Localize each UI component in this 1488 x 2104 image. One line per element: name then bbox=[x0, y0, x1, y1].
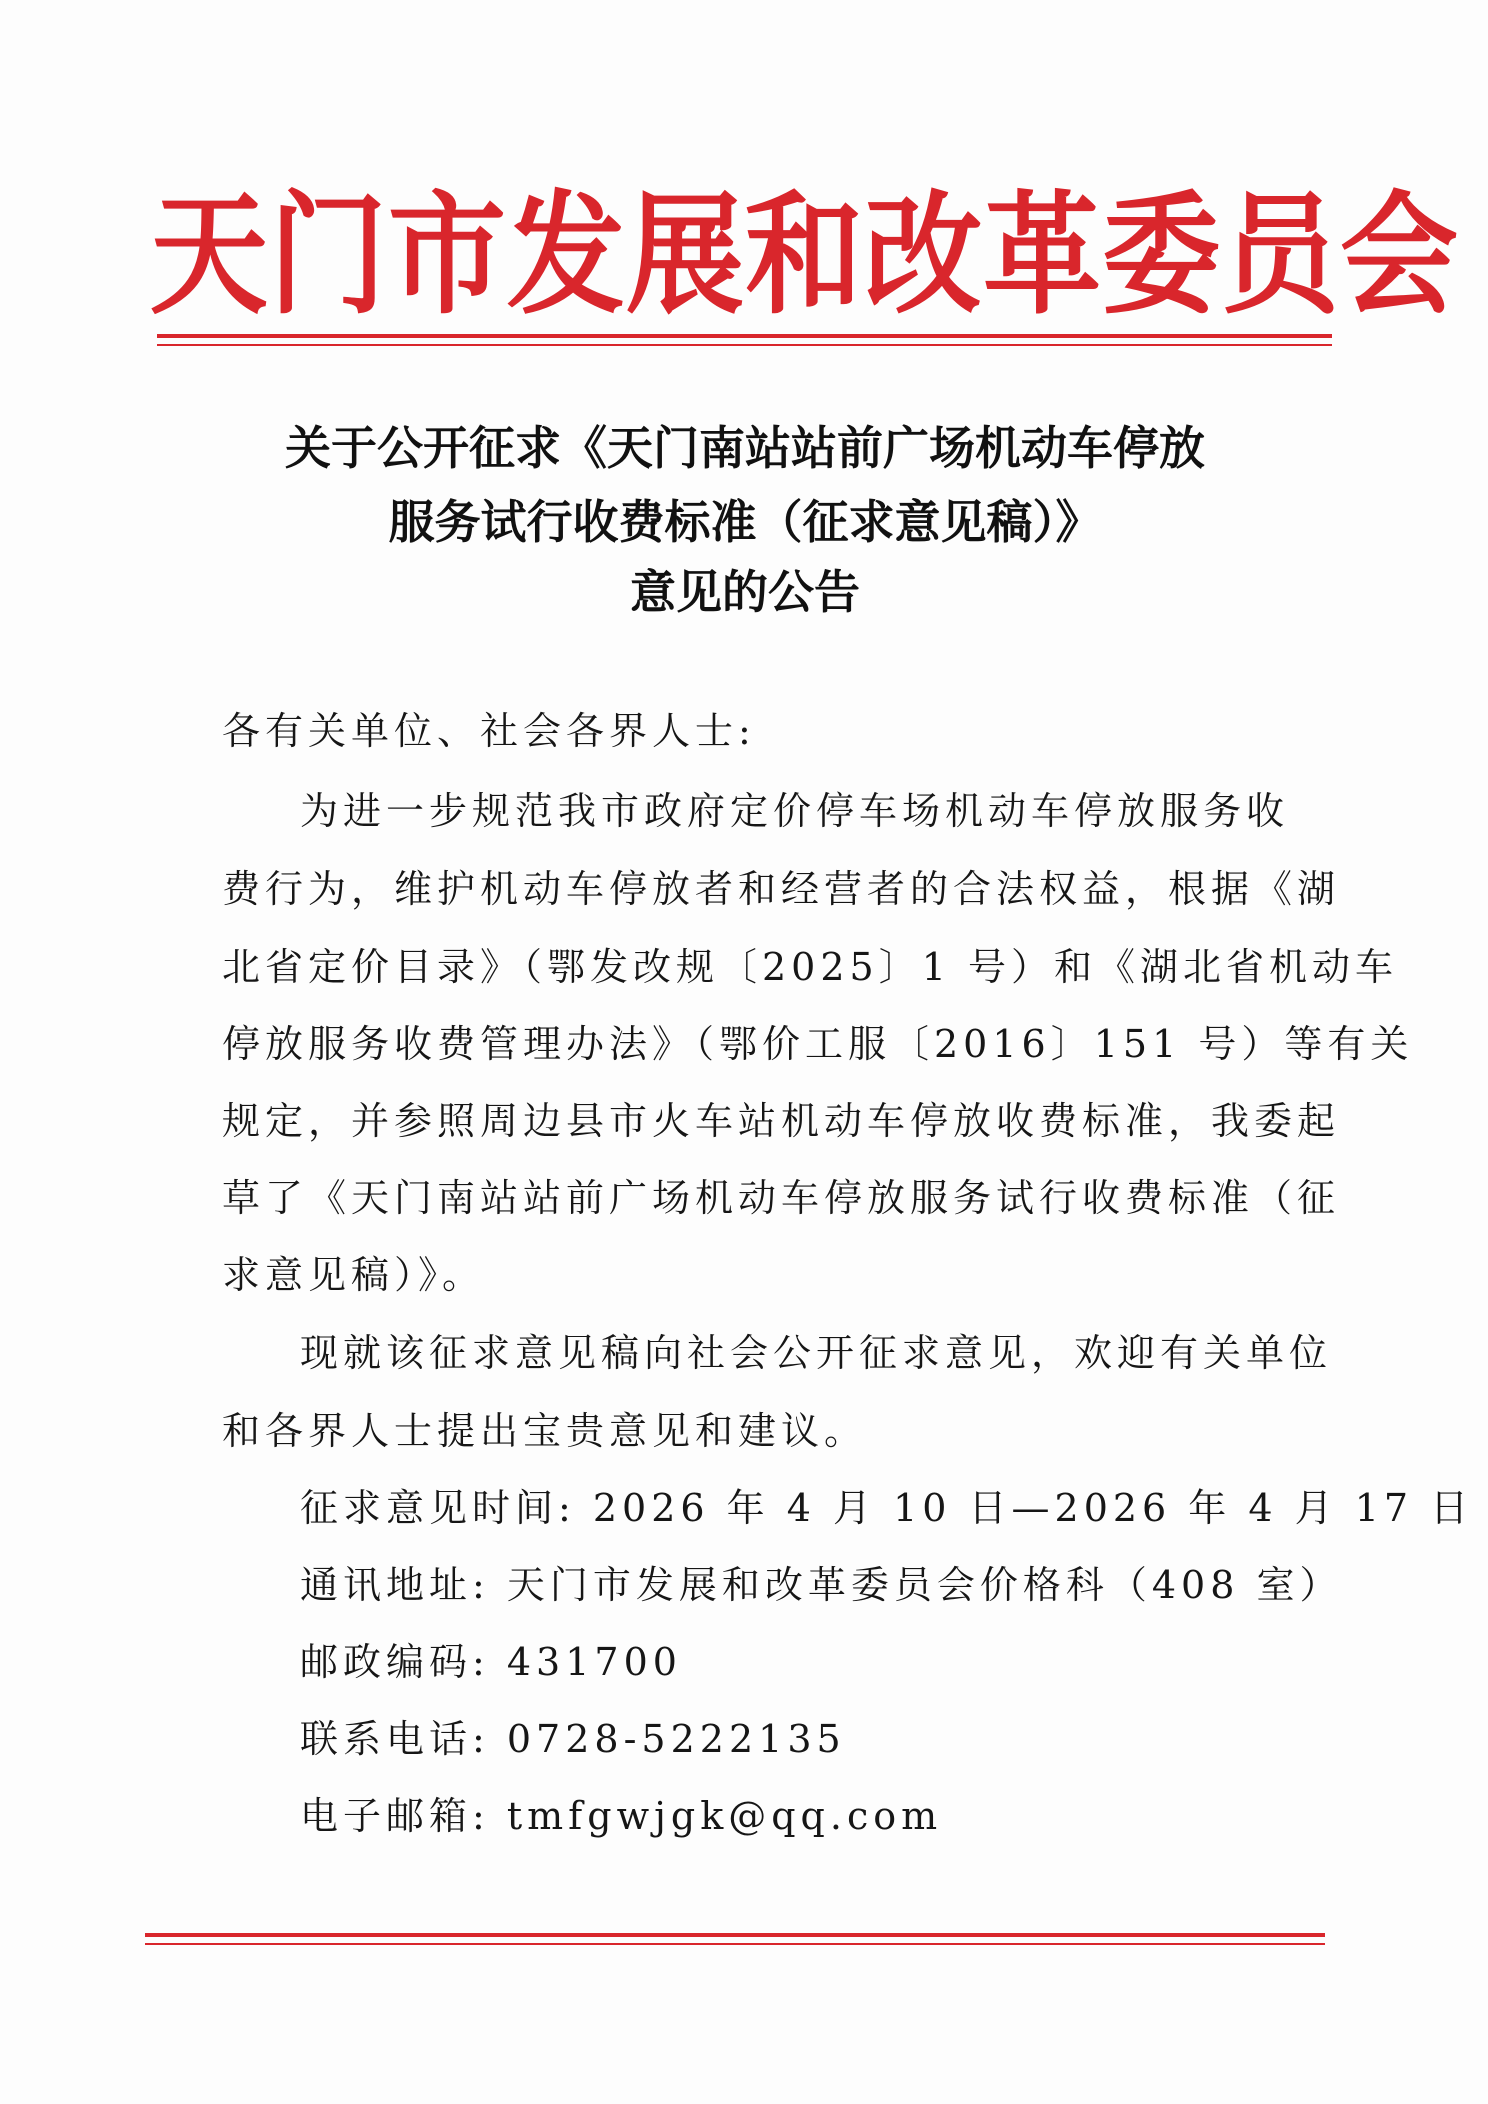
postal-code: 邮政编码: 431700 bbox=[300, 1640, 682, 1684]
footer-rule-thick bbox=[145, 1933, 1325, 1937]
footer-rule-thin bbox=[145, 1943, 1325, 1945]
document-title-line-2: 服务试行收费标准（征求意见稿）》 bbox=[388, 495, 1102, 549]
salutation: 各有关单位、社会各界人士: bbox=[222, 709, 756, 753]
paragraph1-line: 停放服务收费管理办法》（鄂价工服〔2016〕151 号）等有关 bbox=[222, 1022, 1414, 1066]
paragraph1-line: 北省定价目录》（鄂发改规〔2025〕1 号）和《湖北省机动车 bbox=[222, 945, 1398, 989]
agency-letterhead: 天门市发展和改革委员会 bbox=[150, 176, 1460, 333]
paragraph2-line: 现就该征求意见稿向社会公开征求意见，欢迎有关单位 bbox=[300, 1331, 1333, 1375]
consultation-period: 征求意见时间: 2026 年 4 月 10 日—2026 年 4 月 17 日 bbox=[300, 1486, 1474, 1530]
document-title-line-1: 关于公开征求《天门南站站前广场机动车停放 bbox=[285, 421, 1205, 475]
paragraph1-line: 为进一步规范我市政府定价停车场机动车停放服务收 bbox=[300, 789, 1290, 833]
letterhead-rule-thick bbox=[157, 334, 1332, 338]
letterhead-rule-thin bbox=[157, 344, 1332, 346]
paragraph2-line: 和各界人士提出宝贵意见和建议。 bbox=[222, 1409, 868, 1453]
paragraph1-line: 费行为，维护机动车停放者和经营者的合法权益，根据《湖 bbox=[222, 867, 1341, 911]
paragraph1-line: 规定，并参照周边县市火车站机动车停放收费标准，我委起 bbox=[222, 1099, 1341, 1143]
paragraph1-line: 求意见稿）》。 bbox=[222, 1253, 486, 1297]
document-title-line-3: 意见的公告 bbox=[630, 565, 860, 619]
contact-phone: 联系电话: 0728-5222135 bbox=[300, 1717, 846, 1761]
paragraph1-line: 草了《天门南站站前广场机动车停放服务试行收费标准（征 bbox=[222, 1176, 1341, 1220]
contact-email: 电子邮箱: tmfgwjgk@qq.com bbox=[300, 1794, 943, 1838]
mailing-address: 通讯地址: 天门市发展和改革委员会价格科（408 室） bbox=[300, 1563, 1343, 1607]
